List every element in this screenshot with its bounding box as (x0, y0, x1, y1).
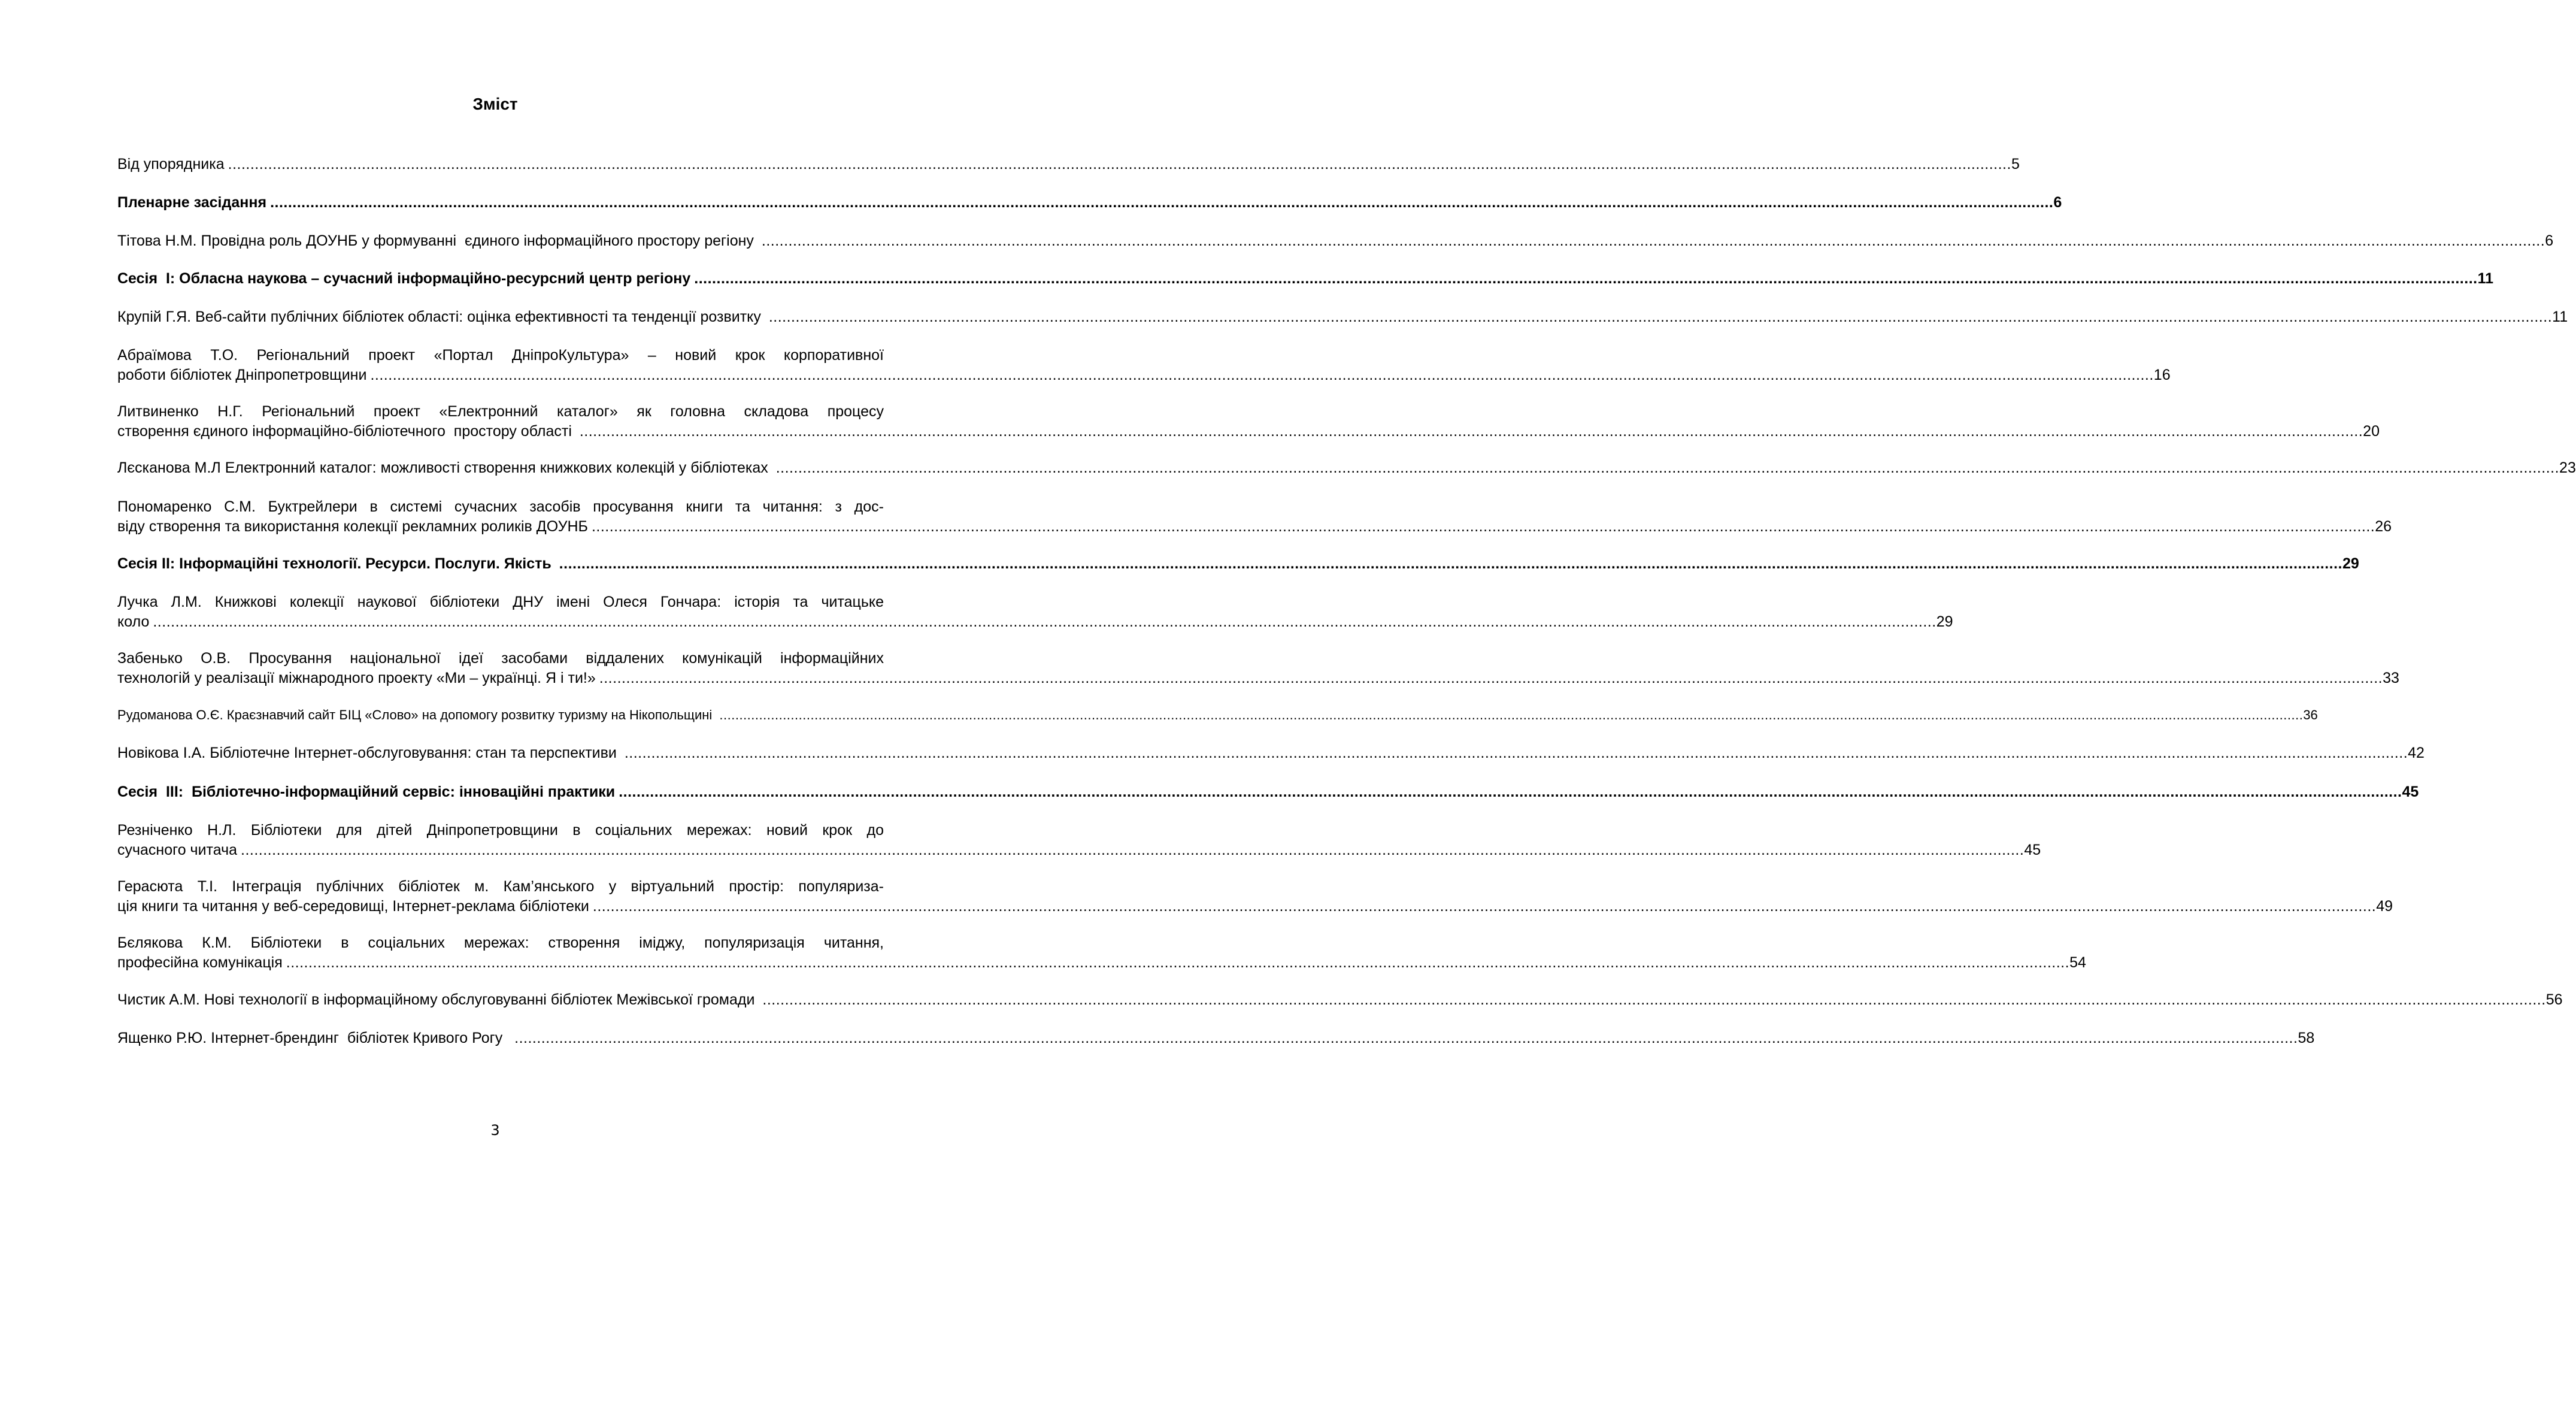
dot-leader: ................................................................................................................................................................................................................................................................................................................................................................................................................ (619, 783, 2402, 800)
dot-leader: ................................................................................................................................................................................................................................................................................................................................................................................................................ (514, 1030, 2298, 1046)
page-number: 3 (490, 1122, 500, 1139)
toc-entry-title-line: Литвиненко Н.Г. Регіональний проект «Електронний каталог» як головна складова процесу (117, 403, 884, 420)
dot-leader: ................................................................................................................................................................................................................................................................................................................................................................................................................ (761, 232, 2545, 249)
toc-entry-page: 11 (2477, 270, 2494, 287)
toc-entry (117, 705, 2318, 725)
dot-leader: ................................................................................................................................................................................................................................................................................................................................................................................................................ (599, 670, 2383, 686)
toc-entry-page: 49 (2376, 898, 2393, 915)
toc-entry-title: Ященко Р.Ю. Інтернет-брендинг бібліотек Кривого Рогу (117, 1030, 511, 1046)
toc-entry-leader-line (117, 990, 2563, 1010)
toc-entry-title-line: Абраїмова Т.О. Регіональний проект «Портал ДніпроКультура» – новий крок корпоративної (117, 347, 884, 364)
toc-entry-title-line: Герасюта Т.І. Інтеграція публічних бібліотек м. Кам’янського у віртуальний простір: популяриза- (117, 878, 884, 895)
toc-entry (117, 269, 2494, 289)
toc-entry-leader-line (117, 705, 2318, 725)
toc-entry-title-line: Резніченко Н.Л. Бібліотеки для дітей Дніпропетровщини в соціальних мережах: новий крок до (117, 822, 884, 839)
toc-entry-page: 42 (2408, 745, 2425, 761)
toc-entry (117, 990, 2563, 1010)
dot-leader: ................................................................................................................................................................................................................................................................................................................................................................................................................ (270, 194, 2054, 211)
toc-entry-leader-line (117, 1028, 2315, 1048)
toc-entry (117, 497, 2392, 537)
toc-entry-title-line: Бєлякова К.М. Бібліотеки в соціальних мережах: створення іміджу, популяризація читання, (117, 934, 884, 951)
toc-entry-title: сучасного читача (117, 842, 237, 858)
dot-leader: ................................................................................................................................................................................................................................................................................................................................................................................................................ (579, 423, 2363, 440)
toc-entry-page: 56 (2545, 991, 2563, 1008)
toc-entry-title: Рудоманова О.Є. Краєзнавчий сайт БІЦ «Слово» на допомогу розвитку туризму на Нікопольщині (117, 707, 716, 722)
toc-entry (117, 933, 2086, 973)
dot-leader: ................................................................................................................................................................................................................................................................................................................................................................................................................ (591, 518, 2375, 535)
toc-entry-page: 6 (2545, 232, 2554, 249)
toc-entry-title: Новікова І.А. Бібліотечне Інтернет-обслуговування: стан та перспективи (117, 745, 621, 761)
toc-entry-page: 23 (2559, 459, 2576, 476)
toc-entry-title: технологій у реалізації міжнародного проекту «Ми – українці. Я і ти!» (117, 670, 596, 686)
toc-entry (117, 1028, 2315, 1048)
toc-entry-leader-line (117, 668, 2399, 688)
toc-entry-page: 29 (2342, 555, 2359, 572)
dot-leader: ................................................................................................................................................................................................................................................................................................................................................................................................................ (559, 555, 2342, 572)
dot-leader: ................................................................................................................................................................................................................................................................................................................................................................................................................ (775, 459, 2560, 476)
dot-leader: ................................................................................................................................................................................................................................................................................................................................................................................................................ (228, 156, 2011, 173)
toc-entry-title: віду створення та використання колекції рекламних роликів ДОУНБ (117, 518, 588, 535)
toc-entry (117, 346, 2171, 385)
toc-entry-page: 20 (2363, 423, 2380, 440)
toc-entry (117, 458, 2576, 478)
toc-entry-title: Від упорядника (117, 156, 225, 173)
dot-leader: ................................................................................................................................................................................................................................................................................................................................................................................................................ (286, 954, 2070, 971)
toc-entry-title: Сесія ІІІ: Бібліотечно-інформаційний сервіс: інноваційні практики (117, 783, 616, 800)
toc-entry-title: коло (117, 613, 150, 630)
toc-entry-leader-line (117, 307, 2568, 327)
toc-entry-title: Сесія І: Обласна наукова – сучасний інформаційно-ресурсний центр регіону (117, 270, 691, 287)
toc-entry-leader-line (117, 458, 2576, 478)
dot-leader: ................................................................................................................................................................................................................................................................................................................................................................................................................ (762, 991, 2546, 1008)
toc-entry-title: роботи бібліотек Дніпропетровщини (117, 367, 367, 383)
toc-entry-page: 58 (2298, 1030, 2315, 1046)
page-title: Зміст (472, 95, 518, 113)
toc-entry-leader-line (117, 743, 2425, 763)
toc-entry (117, 592, 1953, 632)
toc-entry (117, 231, 2554, 251)
toc-entry-page: 5 (2011, 156, 2020, 173)
toc-entry-leader-line (117, 193, 2062, 213)
dot-leader: ................................................................................................................................................................................................................................................................................................................................................................................................................ (153, 613, 1936, 630)
toc-entry-leader-line (117, 517, 2392, 537)
toc-entry (117, 193, 2062, 213)
toc-entry-title-line: Лучка Л.М. Книжкові колекції наукової бібліотеки ДНУ імені Олеся Гончара: історія та читацьке (117, 594, 884, 610)
toc-entry-leader-line (117, 269, 2494, 289)
toc-entry-title-line: Забенько О.В. Просування національної ідеї засобами віддалених комунікацій інформаційних (117, 650, 884, 667)
dot-leader: ................................................................................................................................................................................................................................................................................................................................................................................................................ (624, 745, 2408, 761)
toc-entry-page: 6 (2053, 194, 2062, 211)
toc-entry-title: Тітова Н.М. Провідна роль ДОУНБ у формуванні єдиного інформаційного простору регіону (117, 232, 758, 249)
toc-entry-leader-line (117, 612, 1953, 632)
toc-entry-title-line: Пономаренко С.М. Буктрейлери в системі сучасних засобів просування книги та читання: з дос- (117, 498, 884, 515)
dot-leader: ................................................................................................................................................................................................................................................................................................................................................................................................................ (370, 367, 2154, 383)
toc-entry-leader-line (117, 953, 2086, 973)
toc-entry-leader-line (117, 231, 2554, 251)
toc-entry-page: 11 (2552, 308, 2568, 325)
toc-entry-leader-line (117, 840, 2041, 860)
toc-entry-leader-line (117, 155, 2020, 174)
toc-entry-title: професійна комунікація (117, 954, 283, 971)
toc-entry-leader-line (117, 422, 2380, 441)
toc-entry-title: Сесія ІІ: Інформаційні технології. Ресурси. Послуги. Якість (117, 555, 556, 572)
toc-entry (117, 554, 2359, 574)
toc-entry (117, 155, 2020, 174)
toc-entry (117, 782, 2419, 802)
toc-entry-title: Пленарне засідання (117, 194, 267, 211)
toc-entry (117, 743, 2425, 763)
toc-entry (117, 877, 2393, 916)
toc-entry-page: 45 (2402, 783, 2419, 800)
toc-entry-page: 36 (2303, 707, 2318, 722)
toc-entry-page: 16 (2153, 367, 2171, 383)
toc-entry-title: Чистик А.М. Нові технології в інформаційному обслуговуванні бібліотек Межівської громади (117, 991, 759, 1008)
toc-entry-title: створення єдиного інформаційно-бібліотечного простору області (117, 423, 576, 440)
toc-entry-leader-line (117, 782, 2419, 802)
toc-entry (117, 821, 2041, 860)
toc-entry-page: 29 (1936, 613, 1953, 630)
toc-entry-page: 45 (2024, 842, 2041, 858)
toc-entry-page: 26 (2375, 518, 2392, 535)
toc-entry (117, 402, 2380, 441)
toc-entry-leader-line (117, 897, 2393, 916)
dot-leader: ................................................................................................................................................................................................................................................................................................................................................................................................................ (592, 898, 2377, 915)
dot-leader: ................................................................................................................................................................................................................................................................................................................................................................................................................ (719, 707, 2304, 722)
dot-leader: ................................................................................................................................................................................................................................................................................................................................................................................................................ (768, 308, 2553, 325)
toc-entry-leader-line (117, 365, 2171, 385)
toc-entry-page: 54 (2069, 954, 2086, 971)
dot-leader: ................................................................................................................................................................................................................................................................................................................................................................................................................ (694, 270, 2478, 287)
toc-entry-title: ція книги та читання у веб-середовищі, Інтернет-реклама бібліотеки (117, 898, 589, 915)
toc-entry-page: 33 (2383, 670, 2399, 686)
toc-entry-title: Крупій Г.Я. Веб-сайти публічних бібліотек області: оцінка ефективності та тенденції розвитку (117, 308, 765, 325)
dot-leader: ................................................................................................................................................................................................................................................................................................................................................................................................................ (241, 842, 2025, 858)
toc-entry-title: Лєсканова М.Л Електронний каталог: можливості створення книжкових колекцій у бібліотеках (117, 459, 772, 476)
toc-entry (117, 649, 2399, 688)
toc-entry (117, 307, 2568, 327)
toc-entry-leader-line (117, 554, 2359, 574)
